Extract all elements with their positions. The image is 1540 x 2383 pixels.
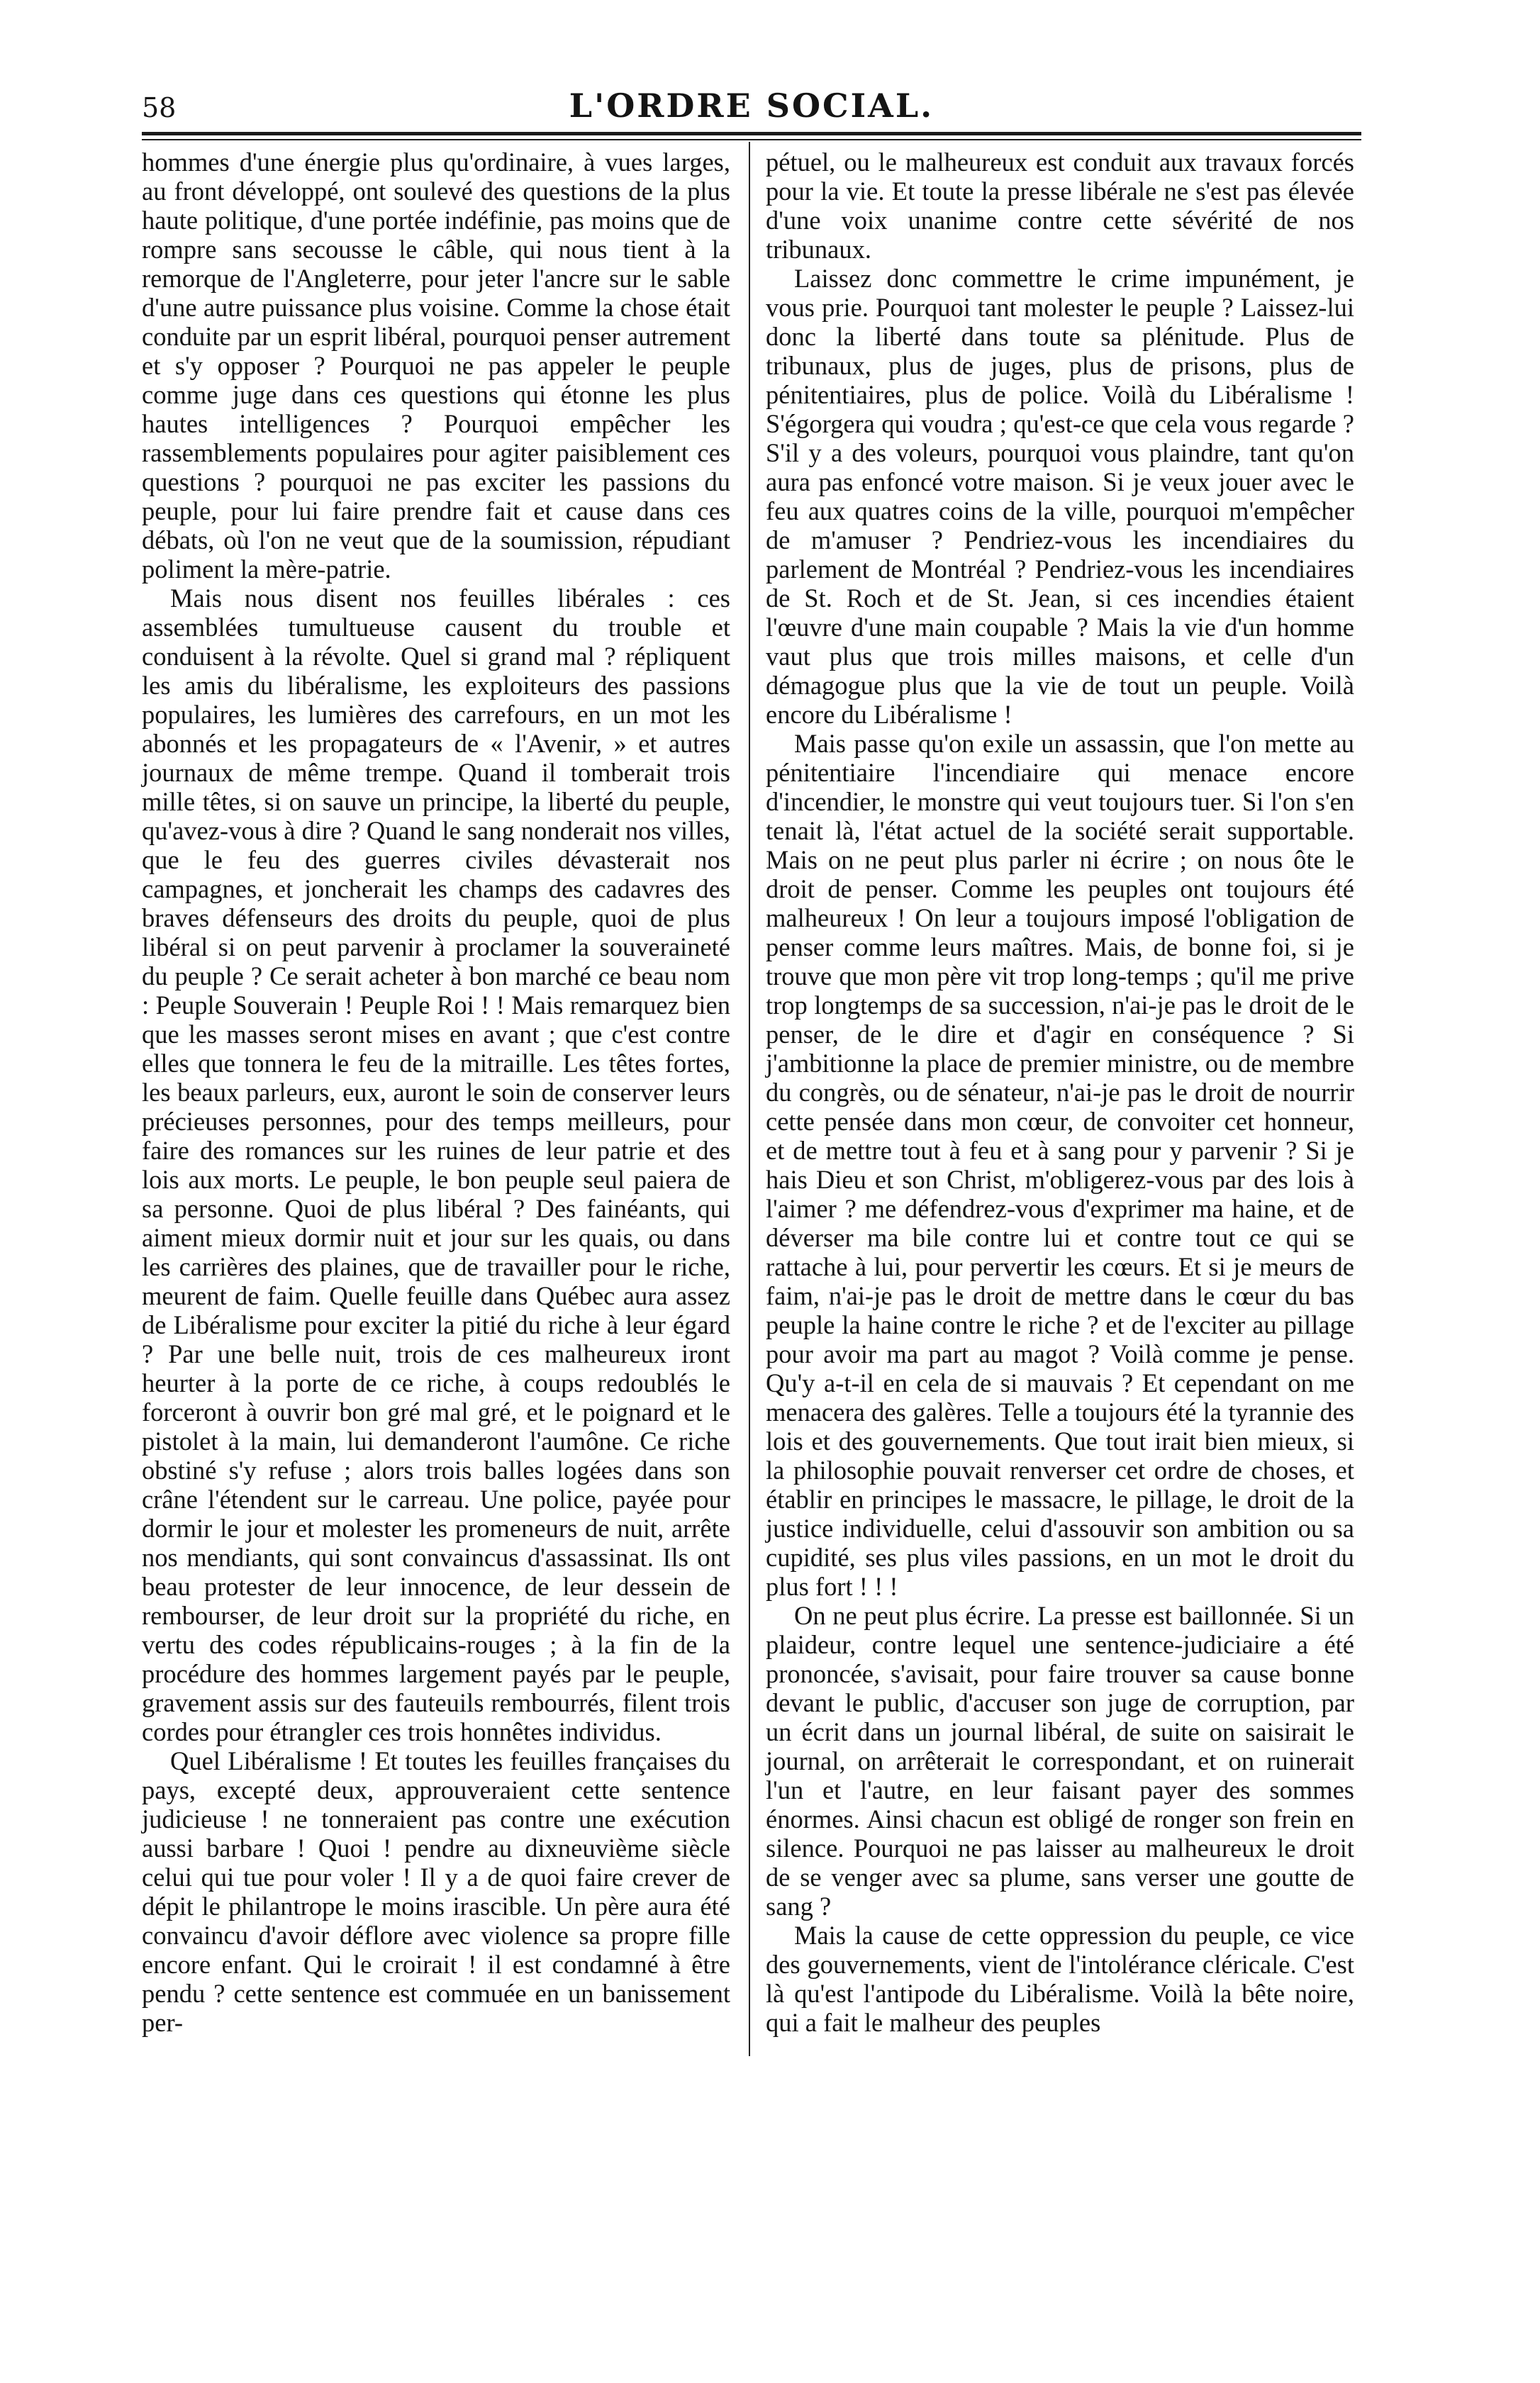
- header-rule-thin: [142, 139, 1361, 140]
- paragraph: Laissez donc commettre le crime impunément, je vous prie. Pourquoi tant molester le peuple ? Laissez-lui donc la liberté dans toute sa plénitude. Plus de tribunaux, plus de juges, plus de prisons, plus de pénitentiaires, plus de police. Voilà du Libéralisme ! S'égorgera qui voudra ; qu'est-ce que cela vous regarde ? S'il y a des voleurs, pourquoi vous plaindre, tant qu'on aura pas enfoncé votre maison. Si je veux jouer avec le feu aux quatres coins de la ville, pourquoi m'empêcher de m'amuser ? Pendriez-vous les incendiaires du parlement de Montréal ? Pendriez-vous les incendiaires de St. Roch et de St. Jean, si ces incendies étaient l'œuvre d'une main coupable ? Mais la vie d'un homme vaut plus que trois milles maisons, et celle d'un démagogue plus que la vie de tout un peuple. Voilà encore du Libéralisme !: [766, 264, 1354, 729]
- column-divider: [749, 142, 750, 2056]
- paragraph: On ne peut plus écrire. La presse est baillonnée. Si un plaideur, contre lequel une sentence-judiciaire a été prononcée, s'avisait, pour faire trouver sa cause bonne devant le public, d'accuser son juge de corruption, par un écrit dans un journal libéral, de suite on saisirait le journal, on arrêterait le correspondant, et on ruinerait l'un et l'autre, en leur faisant payer des sommes énormes. Ainsi chacun est obligé de ronger son frein en silence. Pourquoi ne pas laisser au malheureux le droit de se venger avec sa plume, sans verser une goutte de sang ?: [766, 1601, 1354, 1921]
- paragraph: Mais nous disent nos feuilles libérales : ces assemblées tumultueuse causent du trouble et conduisent à la révolte. Quel si grand mal ? répliquent les amis du libéralisme, les exploiteurs des passions populaires, les lumières des carrefours, en un mot les abonnés et les propagateurs de « l'Avenir, » et autres journaux de même trempe. Quand il tomberait trois mille têtes, si on sauve un principe, la liberté du peuple, qu'avez-vous à dire ? Quand le sang nonderait nos villes, que le feu des guerres civiles dévasterait nos campagnes, et joncherait les champs des cadavres des braves défenseurs des droits du peuple, quoi de plus libéral si on peut parvenir à proclamer la souveraineté du peuple ? Ce serait acheter à bon marché ce beau nom : Peuple Souverain ! Peuple Roi ! ! Mais remarquez bien que les masses seront mises en avant ; que c'est contre elles que tonnera le feu de la mitraille. Les têtes fortes, les beaux parleurs, eux, auront le soin de conserver leurs précieuses personnes, pour des temps meilleurs, pour faire des romances sur les ruines de leur patrie et des lois aux morts. Le peuple, le bon peuple seul paiera de sa personne. Quoi de plus libéral ? Des fainéants, qui aiment mieux dormir nuit et jour sur les quais, ou dans les carrières des plaines, que de travailler pour le riche, meurent de faim. Quelle feuille dans Québec aura assez de Libéralisme pour exciter la pitié du riche à leur égard ? Par une belle nuit, trois de ces malheureux iront heurter à la porte de ce riche, à coups redoublés le forceront à ouvrir bon gré mal gré, et le poignard et le pistolet à la main, lui demanderont l'aumône. Ce riche obstiné s'y refuse ; alors trois balles logées dans son crâne l'étendent sur le carreau. Une police, payée pour dormir le jour et molester les promeneurs de nuit, arrête nos mendiants, qui sont convaincus d'assassinat. Ils ont beau protester de leur innocence, de leur dessein de rembourser, de leur droit sur la propriété du riche, en vertu des codes républicains-rouges ; à la fin de la procédure des hommes largement payés par le peuple, gravement assis sur des fauteuils rembourrés, filent trois cordes pour étrangler ces trois honnêtes individus.: [142, 584, 730, 1746]
- page-number: 58: [142, 92, 177, 123]
- page-header: [142, 86, 1361, 129]
- paragraph: Quel Libéralisme ! Et toutes les feuilles françaises du pays, excepté deux, approuveraient cette sentence judicieuse ! ne tonneraient pas contre une exécution aussi barbare ! Quoi ! pendre au dixneuvième siècle celui qui tue pour voler ! Il y a de quoi faire crever de dépit le philantrope le moins irascible. Un père aura été convaincu d'avoir déflore avec violence sa propre fille encore enfant. Qui le croirait ! il est condamné à être pendu ? cette sentence est commuée en un banissement per-: [142, 1746, 730, 2037]
- paragraph: Mais passe qu'on exile un assassin, que l'on mette au pénitentiaire l'incendiaire qui menace encore d'incendier, le monstre qui veut toujours tuer. Si l'on s'en tenait là, l'état actuel de la société serait supportable. Mais on ne peut plus parler ni écrire ; on nous ôte le droit de penser. Comme les peuples ont toujours été malheureux ! On leur a toujours imposé l'obligation de penser comme leurs maîtres. Mais, de bonne foi, si je trouve que mon père vit trop long-temps ; qu'il me prive trop longtemps de sa succession, n'ai-je pas le droit de le penser, de le dire et d'agir en conséquence ? Si j'ambitionne la place de premier ministre, ou de membre du congrès, ou de sénateur, n'ai-je pas le droit de nourrir cette pensée dans mon cœur, de convoiter cet honneur, et de mettre tout à feu et à sang pour y parvenir ? Si je hais Dieu et son Christ, m'obligerez-vous par des lois à l'aimer ? me défendrez-vous d'exprimer ma haine, et de déverser ma bile contre lui et contre tout ce qui se rattache à lui, pour pervertir les cœurs. Et si je meurs de faim, n'ai-je pas le droit de mettre dans le cœur du bas peuple la haine contre le riche ? et de l'exciter au pillage pour avoir ma part au magot ? Voilà comme je pense. Qu'y a-t-il en cela de si mauvais ? Et cependant on me menacera des galères. Telle a toujours été la tyrannie des lois et des gouvernements. Que tout irait bien mieux, si la philosophie pouvait renverser cet ordre de choses, et établir en principes le massacre, le pillage, le droit de la justice individuelle, celui d'assouvir son ambition ou sa cupidité, ses plus viles passions, en un mot le droit du plus fort ! ! !: [766, 729, 1354, 1601]
- paragraph: Mais la cause de cette oppression du peuple, ce vice des gouvernements, vient de l'intolérance cléricale. C'est là qu'est l'antipode du Libéralisme. Voilà la bête noire, qui a fait le malheur des peuples: [766, 1921, 1354, 2037]
- paragraph: hommes d'une énergie plus qu'ordinaire, à vues larges, au front développé, ont soulevé des questions de la plus haute politique, d'une portée indéfinie, pas moins que de rompre sans secousse le câble, qui nous tient à la remorque de l'Angleterre, pour jeter l'ancre sur le sable d'une autre puissance plus voisine. Comme la chose était conduite par un esprit libéral, pourquoi penser autrement et s'y opposer ? Pourquoi ne pas appeler le peuple comme juge dans ces questions qui étonne les plus hautes intelligences ? Pourquoi empêcher les rassemblements populaires pour agiter paisiblement ces questions ? pourquoi ne pas exciter les passions du peuple, pour lui faire prendre fait et cause dans ces débats, où l'on ne veut que de la soumission, répudiant poliment la mère-patrie.: [142, 147, 730, 584]
- journal-title: L'ORDRE SOCIAL.: [569, 86, 934, 125]
- left-column: [142, 147, 730, 2037]
- header-rule: [142, 132, 1361, 135]
- right-column: [766, 147, 1354, 2037]
- paragraph: pétuel, ou le malheureux est conduit aux travaux forcés pour la vie. Et toute la presse libérale ne s'est pas élevée d'une voix unanime contre cette sévérité de nos tribunaux.: [766, 147, 1354, 264]
